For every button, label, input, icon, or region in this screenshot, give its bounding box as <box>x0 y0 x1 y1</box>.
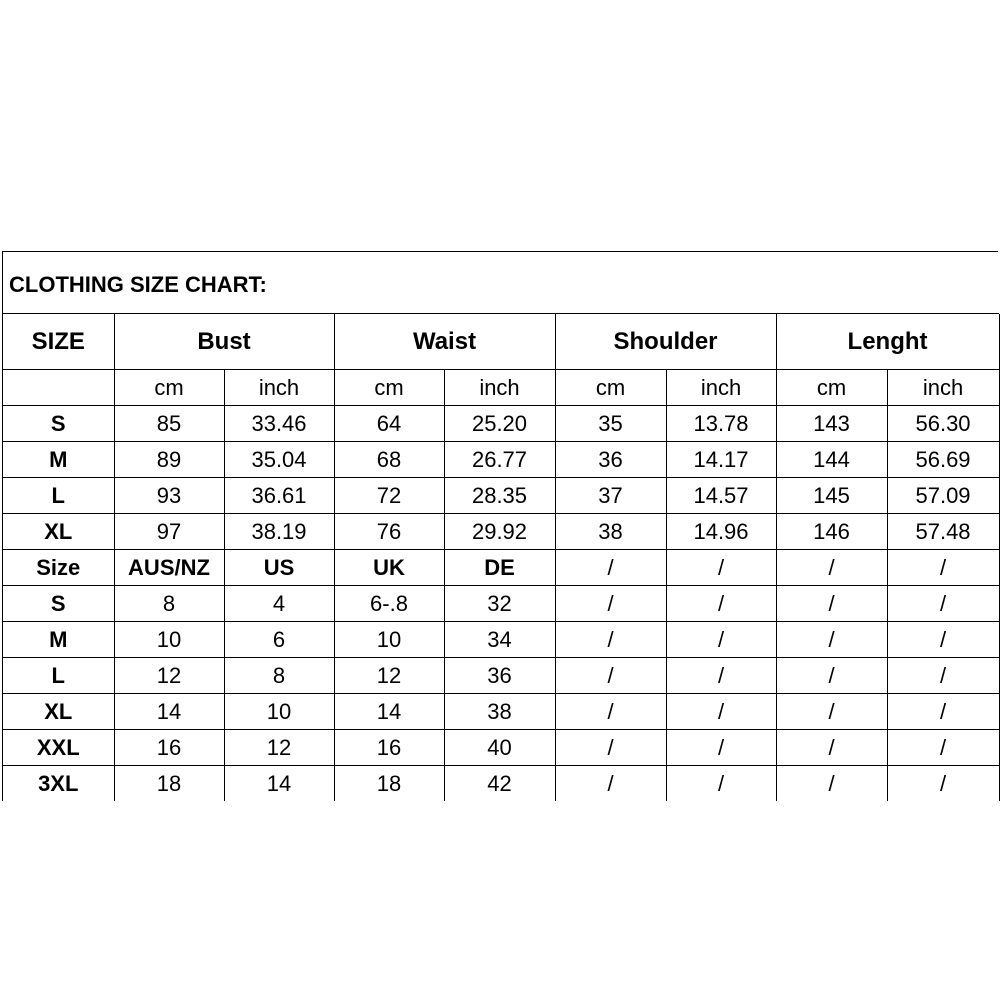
table-cell: 12 <box>224 730 334 766</box>
table-cell: 10 <box>224 694 334 730</box>
conversion-header-cell: / <box>555 550 666 586</box>
table-cell: 64 <box>334 406 444 442</box>
table-cell: 144 <box>776 442 887 478</box>
table-row <box>3 478 999 514</box>
table-cell: 35 <box>555 406 666 442</box>
table-cell: 29.92 <box>444 514 555 550</box>
conversion-header-cell: / <box>666 550 776 586</box>
table-cell: 14.57 <box>666 478 776 514</box>
table-cell: 93 <box>114 478 224 514</box>
table-row <box>3 514 999 550</box>
table-cell: 14.96 <box>666 514 776 550</box>
chart-title: CLOTHING SIZE CHART: <box>9 272 267 297</box>
table-cell: / <box>887 694 999 730</box>
table-cell: 38.19 <box>224 514 334 550</box>
size-label: 3XL <box>3 766 114 802</box>
conversion-header-cell: UK <box>334 550 444 586</box>
size-label: S <box>3 586 114 622</box>
table-row <box>3 658 999 694</box>
table-cell: / <box>776 694 887 730</box>
empty-cell <box>3 370 114 406</box>
table-cell: 34 <box>444 622 555 658</box>
table-cell: / <box>776 766 887 802</box>
table-cell: 18 <box>334 766 444 802</box>
table-cell: / <box>666 586 776 622</box>
table-cell: 4 <box>224 586 334 622</box>
table-cell: / <box>666 766 776 802</box>
table-cell: / <box>666 730 776 766</box>
table-cell: / <box>555 586 666 622</box>
table-cell: 37 <box>555 478 666 514</box>
table-cell: 32 <box>444 586 555 622</box>
table-cell: 143 <box>776 406 887 442</box>
table-cell: 18 <box>114 766 224 802</box>
table-cell: 76 <box>334 514 444 550</box>
table-cell: 36 <box>555 442 666 478</box>
size-label: M <box>3 622 114 658</box>
unit-label: cm <box>555 370 666 406</box>
conversion-header-cell: DE <box>444 550 555 586</box>
table-cell: / <box>887 622 999 658</box>
conversion-size-label: Size <box>3 550 114 586</box>
unit-label: inch <box>224 370 334 406</box>
conversion-header-cell: / <box>887 550 999 586</box>
header-shoulder: Shoulder <box>555 314 776 370</box>
table-cell: 38 <box>555 514 666 550</box>
table-cell: 8 <box>114 586 224 622</box>
header-lenght: Lenght <box>776 314 999 370</box>
table-cell: 42 <box>444 766 555 802</box>
header-size: SIZE <box>3 314 114 370</box>
table-cell: 13.78 <box>666 406 776 442</box>
table-cell: 28.35 <box>444 478 555 514</box>
table-cell: 8 <box>224 658 334 694</box>
table-cell: / <box>555 766 666 802</box>
table-cell: 14 <box>334 694 444 730</box>
table-row <box>3 730 999 766</box>
table-cell: 14 <box>114 694 224 730</box>
table-row <box>3 622 999 658</box>
table-cell: 16 <box>334 730 444 766</box>
header-row <box>3 314 999 370</box>
table-cell: 38 <box>444 694 555 730</box>
table-cell: 89 <box>114 442 224 478</box>
unit-label: cm <box>776 370 887 406</box>
table-cell: 56.30 <box>887 406 999 442</box>
table-cell: / <box>555 730 666 766</box>
table-cell: / <box>666 622 776 658</box>
size-label: XXL <box>3 730 114 766</box>
table-cell: / <box>776 730 887 766</box>
table-cell: 146 <box>776 514 887 550</box>
size-label: M <box>3 442 114 478</box>
table-cell: 145 <box>776 478 887 514</box>
table-cell: / <box>776 586 887 622</box>
table-cell: 56.69 <box>887 442 999 478</box>
table-cell: 72 <box>334 478 444 514</box>
header-bust: Bust <box>114 314 334 370</box>
title-row <box>3 252 999 314</box>
table-cell: 16 <box>114 730 224 766</box>
table-cell: / <box>776 658 887 694</box>
table-cell: / <box>887 586 999 622</box>
unit-label: inch <box>444 370 555 406</box>
table-cell: 10 <box>334 622 444 658</box>
table-cell: / <box>887 766 999 802</box>
size-chart <box>2 251 998 801</box>
size-label: XL <box>3 514 114 550</box>
conversion-header-cell: US <box>224 550 334 586</box>
table-cell: 36.61 <box>224 478 334 514</box>
size-label: XL <box>3 694 114 730</box>
table-cell: 10 <box>114 622 224 658</box>
table-cell: 33.46 <box>224 406 334 442</box>
table-cell: 14.17 <box>666 442 776 478</box>
table-cell: / <box>555 694 666 730</box>
table-cell: 14 <box>224 766 334 802</box>
table-row <box>3 766 999 802</box>
size-label: L <box>3 658 114 694</box>
table-cell: 97 <box>114 514 224 550</box>
conversion-header-row <box>3 550 999 586</box>
size-label: L <box>3 478 114 514</box>
size-table <box>3 314 1000 801</box>
table-cell: 36 <box>444 658 555 694</box>
conversion-header-cell: / <box>776 550 887 586</box>
table-cell: / <box>887 730 999 766</box>
unit-label: cm <box>114 370 224 406</box>
header-waist: Waist <box>334 314 555 370</box>
table-cell: 25.20 <box>444 406 555 442</box>
unit-label: inch <box>666 370 776 406</box>
conversion-header-cell: AUS/NZ <box>114 550 224 586</box>
size-label: S <box>3 406 114 442</box>
table-cell: 57.09 <box>887 478 999 514</box>
table-cell: 6-.8 <box>334 586 444 622</box>
table-row <box>3 586 999 622</box>
unit-label: inch <box>887 370 999 406</box>
table-row <box>3 694 999 730</box>
table-cell: 6 <box>224 622 334 658</box>
table-row <box>3 442 999 478</box>
table-cell: / <box>555 658 666 694</box>
unit-label: cm <box>334 370 444 406</box>
table-cell: 57.48 <box>887 514 999 550</box>
table-cell: / <box>776 622 887 658</box>
table-cell: / <box>666 694 776 730</box>
table-cell: / <box>666 658 776 694</box>
unit-row <box>3 370 999 406</box>
table-row <box>3 406 999 442</box>
table-cell: 26.77 <box>444 442 555 478</box>
table-cell: 12 <box>334 658 444 694</box>
table-cell: 85 <box>114 406 224 442</box>
table-cell: / <box>887 658 999 694</box>
table-cell: 68 <box>334 442 444 478</box>
table-cell: 12 <box>114 658 224 694</box>
table-cell: / <box>555 622 666 658</box>
table-cell: 35.04 <box>224 442 334 478</box>
table-cell: 40 <box>444 730 555 766</box>
